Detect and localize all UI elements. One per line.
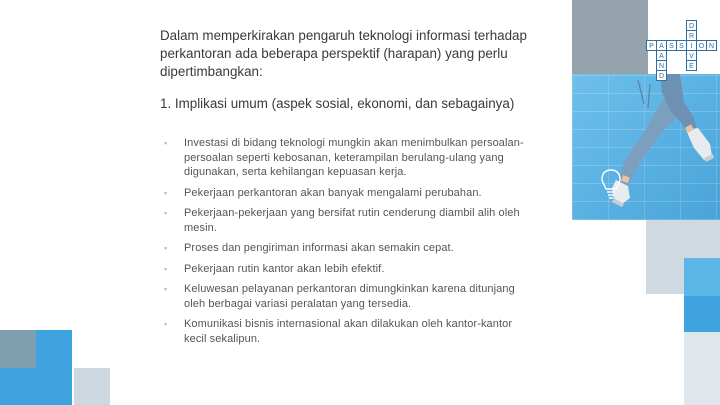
jumping-person-illustration xyxy=(572,74,720,220)
list-item xyxy=(164,206,526,235)
logo-letter: P xyxy=(646,40,657,51)
list-item xyxy=(164,317,526,346)
decor-square-right-bottom xyxy=(684,332,720,405)
logo-letter: E xyxy=(686,60,697,71)
decor-square-pale xyxy=(74,368,110,405)
bullet-text: Keluwesan pelayanan perkantoran dimungkinkan karena ditunjang oleh berbagai variasi peralatan yang tersedia. xyxy=(184,283,515,310)
list-item xyxy=(164,136,526,180)
decor-square-gray xyxy=(0,330,36,368)
intro-text: Dalam memperkirakan pengaruh teknologi informasi terhadap perkantoran ada beberapa perspektif (harapan) yang perlu dipertimbangkan: xyxy=(160,28,527,79)
bullet-icon: ▪ xyxy=(164,243,168,253)
logo-letter: S xyxy=(676,40,687,51)
logo-letter: A xyxy=(656,50,667,61)
logo-letter: V xyxy=(686,50,697,61)
bullet-text: Investasi di bidang teknologi mungkin akan menimbulkan persoalan-persoalan seperti kebosanan, keterampilan berulang-ulang yang digunakan, serta kehilangan kepuasan kerja. xyxy=(184,137,524,178)
logo-letter: O xyxy=(696,40,707,51)
list-item xyxy=(164,282,526,311)
bullet-text: Komunikasi bisnis internasional akan dilakukan oleh kantor-kantor kecil sekalipun. xyxy=(184,318,513,345)
logo-letter: S xyxy=(666,40,677,51)
logo-letter: I xyxy=(686,40,697,51)
list-item xyxy=(164,262,526,277)
bullet-text: Proses dan pengiriman informasi akan semakin cepat. xyxy=(184,242,454,254)
bullet-icon: ▪ xyxy=(164,284,168,294)
bullet-text: Pekerjaan-pekerjaan yang bersifat rutin cenderung diambil alih oleh mesin. xyxy=(184,207,520,234)
bullet-icon: ▪ xyxy=(164,319,168,329)
list-item xyxy=(164,241,526,256)
jumping-person-photo xyxy=(572,74,720,220)
bullet-list xyxy=(164,136,526,352)
logo-letter: D xyxy=(686,20,697,31)
bullet-text: Pekerjaan rutin kantor akan lebih efektif. xyxy=(184,262,385,275)
logo-letter: R xyxy=(686,30,697,41)
passion-crossword-logo xyxy=(646,20,718,80)
logo-letter: A xyxy=(656,40,667,51)
decor-square-right-lightblue xyxy=(684,258,720,296)
bullet-icon: ▪ xyxy=(164,263,168,274)
logo-letter: D xyxy=(656,70,667,81)
bullet-icon: ▪ xyxy=(164,138,168,148)
list-item xyxy=(164,186,526,201)
section-heading: 1. Implikasi umum (aspek sosial, ekonomi, dan sebagainya) xyxy=(160,96,515,111)
logo-letter: N xyxy=(706,40,717,51)
bullet-icon: ▪ xyxy=(164,208,168,218)
bullet-icon: ▪ xyxy=(164,187,168,198)
logo-letter: N xyxy=(656,60,667,71)
bullet-text: Pekerjaan perkantoran akan banyak mengalami perubahan. xyxy=(184,186,482,199)
decor-square-top xyxy=(572,0,648,74)
lightbulb-icon xyxy=(600,168,622,200)
